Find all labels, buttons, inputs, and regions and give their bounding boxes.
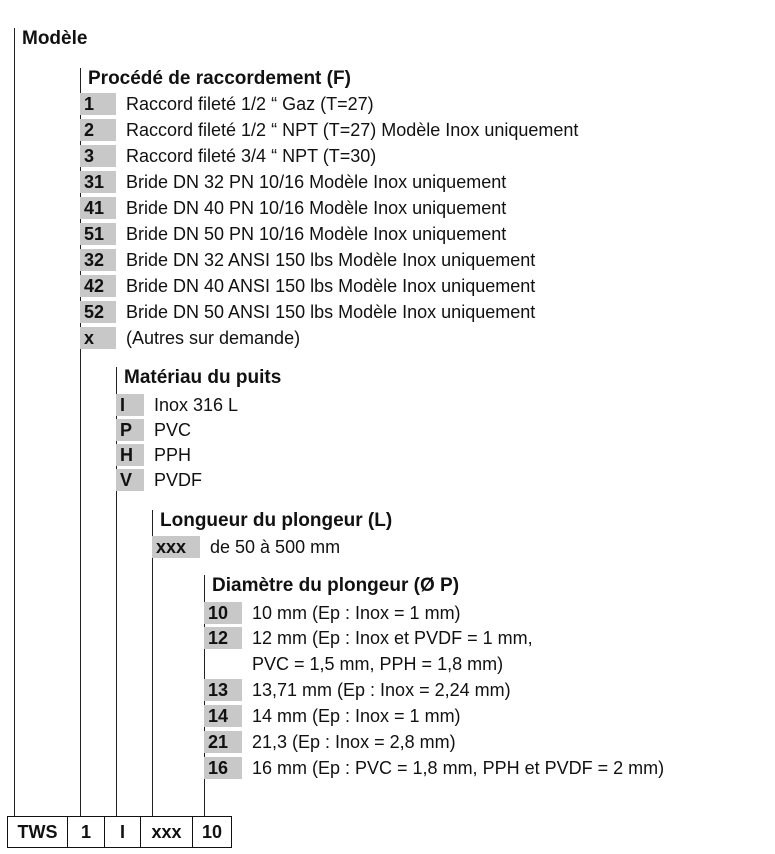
option-code: 41 [80,197,116,219]
option-label: Raccord fileté 1/2 “ Gaz (T=27) [126,93,374,114]
option-code: 2 [80,119,116,141]
code-box-connection: 1 [68,817,105,847]
connection-option [80,118,578,142]
option-label: Bride DN 50 ANSI 150 lbs Modèle Inox uniquement [126,301,536,322]
connection-option [80,170,506,194]
connection-option [80,222,506,246]
option-label: 14 mm (Ep : Inox = 1 mm) [252,705,461,726]
option-label: PPH [154,444,192,465]
option-label: Bride DN 32 PN 10/16 Modèle Inox uniquement [126,171,507,192]
code-box-diameter: 10 [201,822,223,842]
option-code: 10 [204,602,242,624]
option-label: Raccord fileté 3/4 “ NPT (T=30) [126,145,377,166]
example-order-code [7,816,232,848]
code-box-model: TWS [8,817,68,847]
option-label: (Autres sur demande) [126,327,301,348]
diameter-option [204,626,533,650]
code-box-material: I [105,817,141,847]
material-option [116,468,202,492]
connection-option [80,196,506,220]
connection-heading: Procédé de raccordement (F) [88,68,351,89]
option-code: V [116,469,144,491]
option-code: 31 [80,171,116,193]
option-label: PVDF [154,469,203,490]
connection-option [80,248,535,272]
option-code: P [116,419,144,441]
connection-option [80,144,376,168]
option-label: 12 mm (Ep : Inox et PVDF = 1 mm, [252,627,533,648]
connection-option [80,274,535,298]
option-label: Bride DN 32 ANSI 150 lbs Modèle Inox uniquement [126,249,536,270]
material-option [116,443,191,467]
option-code: 16 [204,757,242,779]
diameter-option [204,678,511,702]
diameter-option [204,756,664,780]
option-label: Bride DN 50 PN 10/16 Modèle Inox uniquement [126,223,507,244]
material-heading: Matériau du puits [124,367,282,388]
model-heading: Modèle [22,28,88,49]
option-label: Bride DN 40 PN 10/16 Modèle Inox uniquement [126,197,507,218]
connection-option [80,92,374,116]
option-code: 32 [80,249,116,271]
option-code: 21 [204,731,242,753]
connection-option [80,300,535,324]
option-label: PVC [154,419,192,440]
option-code: 1 [80,93,116,115]
option-label: Bride DN 40 ANSI 150 lbs Modèle Inox uniquement [126,275,536,296]
material-option [116,418,191,442]
diameter-option [204,730,456,754]
option-code: H [116,444,144,466]
option-label: Raccord fileté 1/2 “ NPT (T=27) Modèle Inox uniquement [126,119,579,140]
option-code: xxx [152,536,200,558]
code-box-length: xxx [141,817,193,847]
diameter-option [204,704,461,728]
option-code: 14 [204,705,242,727]
option-code: 51 [80,223,116,245]
option-code: I [116,394,144,416]
connection-option [80,326,300,350]
diameter-heading: Diamètre du plongeur (Ø P) [212,575,460,596]
option-code: x [80,327,116,349]
option-code: 52 [80,301,116,323]
option-code: 13 [204,679,242,701]
option-code: 42 [80,275,116,297]
length-option [152,535,340,559]
model-connector-line [14,28,15,817]
option-label-continuation: PVC = 1,5 mm, PPH = 1,8 mm) [252,654,504,674]
material-option [116,393,238,417]
option-label: 10 mm (Ep : Inox = 1 mm) [252,602,461,623]
option-code: 12 [204,627,242,649]
option-label: 13,71 mm (Ep : Inox = 2,24 mm) [252,679,511,700]
length-heading: Longueur du plongeur (L) [160,510,393,531]
option-code: 3 [80,145,116,167]
option-label: de 50 à 500 mm [210,536,341,557]
option-label: Inox 316 L [154,394,239,415]
option-label: 16 mm (Ep : PVC = 1,8 mm, PPH et PVDF = 2 mm) [252,757,665,778]
option-label: 21,3 (Ep : Inox = 2,8 mm) [252,731,456,752]
diameter-option [204,601,461,625]
